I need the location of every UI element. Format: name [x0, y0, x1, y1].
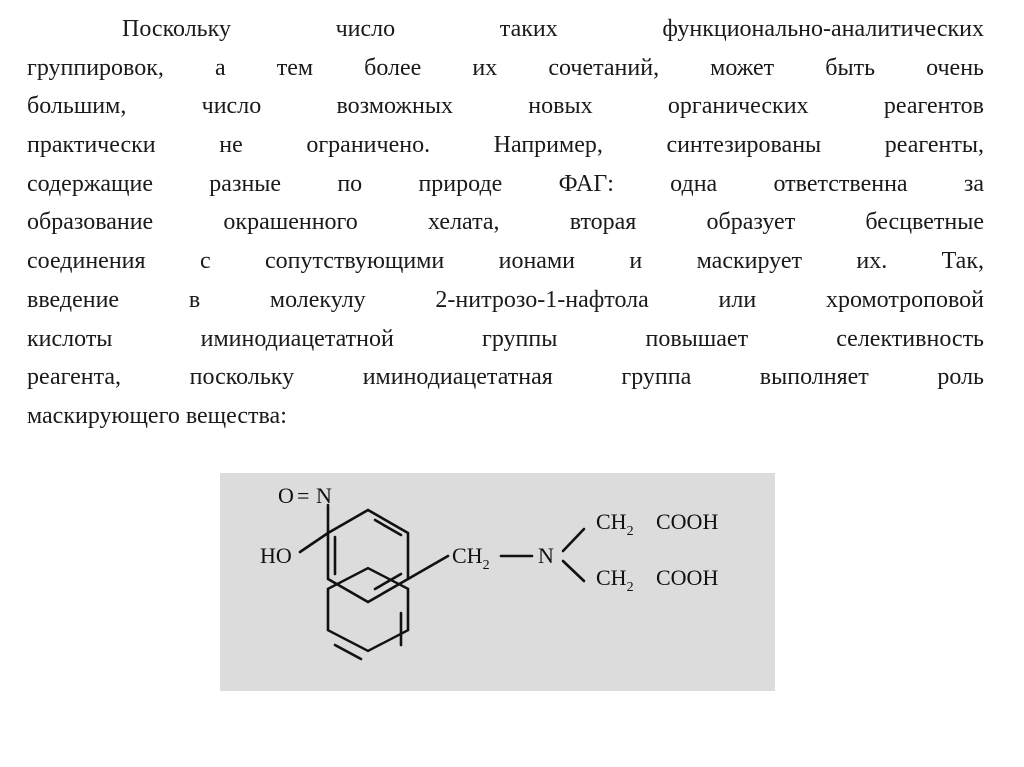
paragraph-line: группировок, а тем более их сочетаний, может быть очень — [27, 54, 984, 81]
methylene-label: $CH_2$ — [452, 543, 490, 573]
upper-carboxyl-label: COOH — [656, 509, 719, 534]
amine-nitrogen-label: N — [538, 543, 554, 568]
paragraph-line: Поскольку число таких функционально-аналитических — [122, 16, 984, 42]
paragraph-line: соединения с сопутствующими ионами и маскирует их. Так, — [27, 248, 984, 275]
paragraph-line: реагента, поскольку иминодиацетатная группа выполняет роль — [27, 364, 984, 391]
paragraph-line: кислоты иминодиацетатной группы повышает селективность — [27, 325, 984, 352]
paragraph-line: большим, число возможных новых органических реагентов — [27, 93, 984, 120]
chemical-structure-figure — [220, 473, 775, 691]
upper-ch2-label: $CH_2$ — [596, 509, 634, 539]
lower-ch2-label: $CH_2$ — [596, 565, 634, 595]
nitroso-oxygen-label: O — [278, 483, 294, 508]
methylene-bond — [408, 556, 448, 579]
paragraph-line: практически не ограничено. Например, синтезированы реагенты, — [27, 132, 984, 159]
paragraph-line: образование окрашенного хелата, вторая образует бесцветные — [27, 209, 984, 236]
amine-lower-bond — [563, 561, 584, 581]
lower-carboxyl-label: COOH — [656, 565, 719, 590]
upper-benzene-ring — [328, 510, 408, 602]
hydroxyl-bond — [300, 533, 328, 552]
paragraph-line: содержащие разные по природе ФАГ: одна ответственна за — [27, 170, 984, 197]
lower-benzene-ring — [328, 568, 408, 651]
main-paragraph — [27, 10, 984, 436]
nitroso-double-bond-label: = — [297, 483, 310, 508]
amine-upper-bond — [563, 529, 584, 551]
chemical-structure-drawing — [220, 473, 775, 691]
nitroso-nitrogen-label: N — [316, 483, 332, 508]
paragraph-line: маскирующего вещества: — [27, 402, 287, 429]
paragraph-line: введение в молекулу 2-нитрозо-1-нафтола или хромотроповой — [27, 286, 984, 313]
hydroxyl-label: HO — [260, 543, 292, 568]
